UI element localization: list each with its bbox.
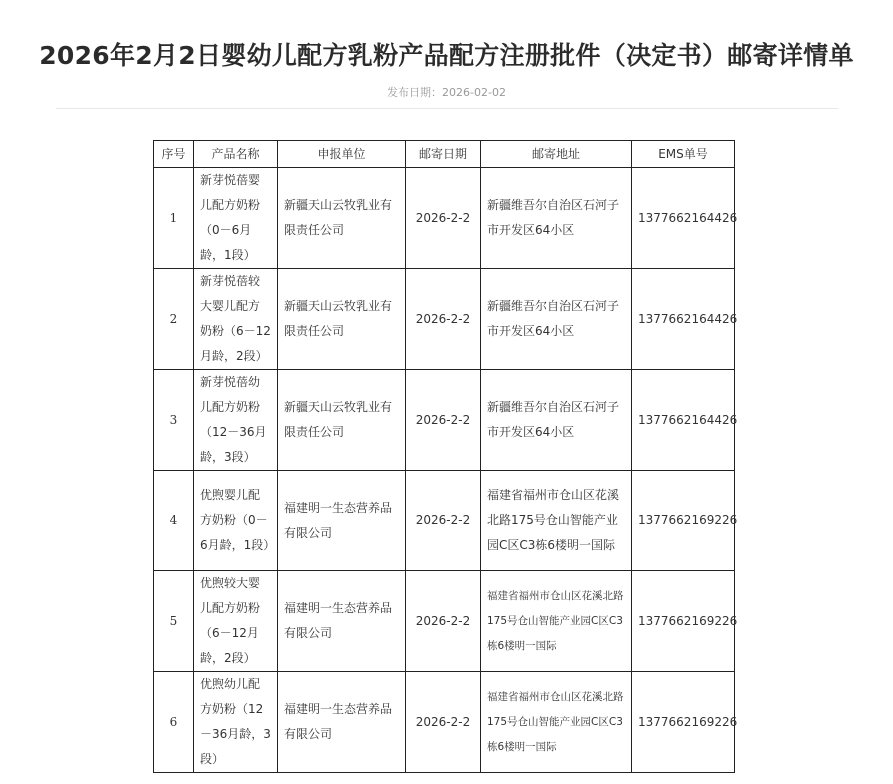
cell-ems-number: 1377662169226 [632,672,735,773]
cell-mailing-date: 2026-2-2 [406,571,481,672]
header-applicant: 申报单位 [278,141,406,168]
cell-ems-number: 1377662169226 [632,471,735,571]
cell-product-name: 优煦较大婴儿配方奶粉（6－12月龄，2段） [194,571,278,672]
page-title: 2026年2月2日婴幼儿配方乳粉产品配方注册批件（决定书）邮寄详情单 [39,40,854,70]
header-mailing-date: 邮寄日期 [406,141,481,168]
cell-ems-number: 1377662164426 [632,370,735,471]
cell-mailing-address: 福建省福州市仓山区花溪北路175号仓山智能产业园C区C3栋6楼明一国际 [481,471,632,571]
cell-applicant: 新疆天山云牧乳业有限责任公司 [278,370,406,471]
table-row [154,471,735,571]
cell-serial-number: 3 [154,370,194,471]
cell-mailing-address: 新疆维吾尔自治区石河子市开发区64小区 [481,168,632,269]
cell-product-name: 新芽悦蓓较大婴儿配方奶粉（6－12月龄，2段） [194,269,278,370]
cell-applicant: 福建明一生态营养品有限公司 [278,672,406,773]
cell-ems-number: 1377662164426 [632,168,735,269]
table-row [154,370,735,471]
cell-serial-number: 2 [154,269,194,370]
header-product-name: 产品名称 [194,141,278,168]
table-row [154,571,735,672]
cell-mailing-address: 新疆维吾尔自治区石河子市开发区64小区 [481,269,632,370]
cell-product-name: 新芽悦蓓婴儿配方奶粉（0－6月龄，1段） [194,168,278,269]
cell-product-name: 新芽悦蓓幼儿配方奶粉（12－36月龄，3段） [194,370,278,471]
table-row [154,168,735,269]
header-ems-number: EMS单号 [632,141,735,168]
mailing-detail-table [153,140,738,773]
cell-mailing-date: 2026-2-2 [406,471,481,571]
table-header-row [154,141,735,168]
cell-applicant: 新疆天山云牧乳业有限责任公司 [278,168,406,269]
title-divider [56,108,838,109]
table-row [154,269,735,370]
cell-product-name: 优煦幼儿配方奶粉（12－36月龄，3段） [194,672,278,773]
cell-serial-number: 4 [154,471,194,571]
cell-mailing-address: 新疆维吾尔自治区石河子市开发区64小区 [481,370,632,471]
cell-serial-number: 1 [154,168,194,269]
cell-mailing-date: 2026-2-2 [406,269,481,370]
cell-mailing-address: 福建省福州市仓山区花溪北路175号仓山智能产业园C区C3栋6楼明一国际 [481,571,632,672]
cell-applicant: 福建明一生态营养品有限公司 [278,571,406,672]
publish-date-line [0,86,893,100]
cell-mailing-date: 2026-2-2 [406,370,481,471]
cell-applicant: 福建明一生态营养品有限公司 [278,471,406,571]
cell-applicant: 新疆天山云牧乳业有限责任公司 [278,269,406,370]
cell-ems-number: 1377662169226 [632,571,735,672]
table-row [154,672,735,773]
header-mailing-address: 邮寄地址 [481,141,632,168]
cell-product-name: 优煦婴儿配方奶粉（0－6月龄，1段） [194,471,278,571]
cell-ems-number: 1377662164426 [632,269,735,370]
cell-serial-number: 6 [154,672,194,773]
cell-mailing-address: 福建省福州市仓山区花溪北路175号仓山智能产业园C区C3栋6楼明一国际 [481,672,632,773]
publish-date-value: 2026-02-02 [442,86,506,99]
cell-serial-number: 5 [154,571,194,672]
header-serial-number: 序号 [154,141,194,168]
cell-mailing-date: 2026-2-2 [406,672,481,773]
cell-mailing-date: 2026-2-2 [406,168,481,269]
publish-date-label: 发布日期： [387,86,443,99]
